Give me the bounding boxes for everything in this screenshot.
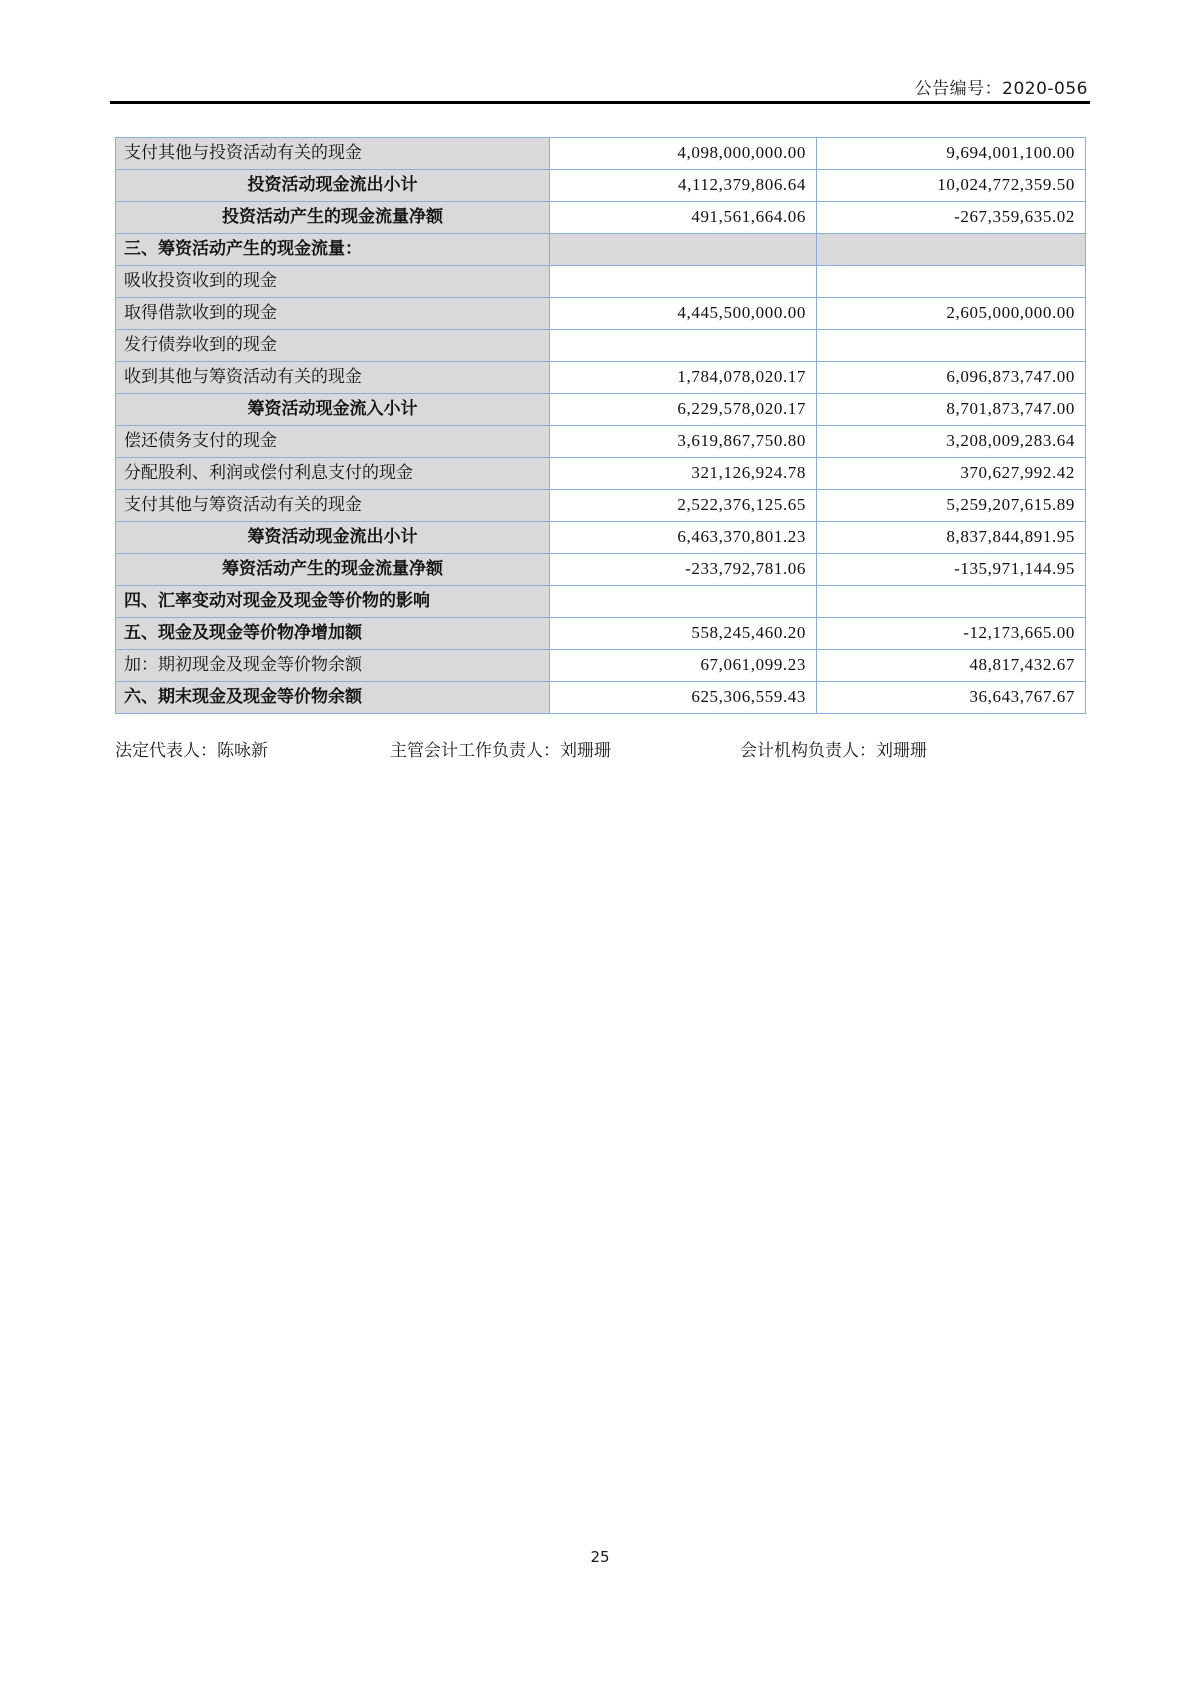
row-label: 筹资活动现金流入小计 [116, 394, 550, 426]
current-period-value [550, 330, 817, 362]
current-period-value: 1,784,078,020.17 [550, 362, 817, 394]
row-label: 支付其他与投资活动有关的现金 [116, 138, 550, 170]
table-row [116, 650, 1086, 682]
row-label: 四、汇率变动对现金及现金等价物的影响 [116, 586, 550, 618]
current-period-value: 2,522,376,125.65 [550, 490, 817, 522]
current-period-value: 6,229,578,020.17 [550, 394, 817, 426]
prior-period-value: 9,694,001,100.00 [817, 138, 1086, 170]
row-label: 分配股利、利润或偿付利息支付的现金 [116, 458, 550, 490]
prior-period-value: 3,208,009,283.64 [817, 426, 1086, 458]
prior-period-value: 5,259,207,615.89 [817, 490, 1086, 522]
table-row-subtotal [116, 170, 1086, 202]
row-label: 投资活动产生的现金流量净额 [116, 202, 550, 234]
announcement-number: 公告编号：2020-056 [914, 79, 1088, 99]
signature-legal-representative: 法定代表人：陈咏新 [115, 741, 268, 761]
prior-period-value [817, 234, 1086, 266]
page-number: 25 [590, 1548, 610, 1566]
current-period-value: 6,463,370,801.23 [550, 522, 817, 554]
row-label: 吸收投资收到的现金 [116, 266, 550, 298]
prior-period-value: 370,627,992.42 [817, 458, 1086, 490]
table-row-subtotal [116, 394, 1086, 426]
current-period-value: 4,112,379,806.64 [550, 170, 817, 202]
prior-period-value: 10,024,772,359.50 [817, 170, 1086, 202]
row-label: 投资活动现金流出小计 [116, 170, 550, 202]
table-row [116, 362, 1086, 394]
row-label: 六、期末现金及现金等价物余额 [116, 682, 550, 714]
table-row [116, 490, 1086, 522]
current-period-value: 321,126,924.78 [550, 458, 817, 490]
prior-period-value: 2,605,000,000.00 [817, 298, 1086, 330]
header-divider [110, 101, 1090, 104]
prior-period-value: -12,173,665.00 [817, 618, 1086, 650]
row-label: 发行债券收到的现金 [116, 330, 550, 362]
prior-period-value: 36,643,767.67 [817, 682, 1086, 714]
table-row [116, 266, 1086, 298]
row-label: 偿还债务支付的现金 [116, 426, 550, 458]
row-label: 五、现金及现金等价物净增加额 [116, 618, 550, 650]
current-period-value: 4,445,500,000.00 [550, 298, 817, 330]
table-row-subtotal [116, 202, 1086, 234]
prior-period-value: 8,701,873,747.00 [817, 394, 1086, 426]
current-period-value [550, 586, 817, 618]
table-row-subtotal [116, 554, 1086, 586]
table-row [116, 330, 1086, 362]
prior-period-value [817, 586, 1086, 618]
prior-period-value: 8,837,844,891.95 [817, 522, 1086, 554]
table-row-subtotal [116, 522, 1086, 554]
prior-period-value: -267,359,635.02 [817, 202, 1086, 234]
table-row-section [116, 586, 1086, 618]
table-row [116, 426, 1086, 458]
cash-flow-table [115, 137, 1086, 714]
current-period-value: 491,561,664.06 [550, 202, 817, 234]
row-label: 筹资活动产生的现金流量净额 [116, 554, 550, 586]
prior-period-value: -135,971,144.95 [817, 554, 1086, 586]
table-row [116, 458, 1086, 490]
table-row [116, 298, 1086, 330]
row-label: 筹资活动现金流出小计 [116, 522, 550, 554]
current-period-value: 625,306,559.43 [550, 682, 817, 714]
row-label: 三、筹资活动产生的现金流量： [116, 234, 550, 266]
row-label: 收到其他与筹资活动有关的现金 [116, 362, 550, 394]
signature-accounting-department-head: 会计机构负责人：刘珊珊 [740, 741, 927, 761]
current-period-value: 4,098,000,000.00 [550, 138, 817, 170]
signature-chief-accounting-officer: 主管会计工作负责人：刘珊珊 [390, 741, 611, 761]
current-period-value [550, 266, 817, 298]
current-period-value: 67,061,099.23 [550, 650, 817, 682]
row-label: 取得借款收到的现金 [116, 298, 550, 330]
prior-period-value [817, 266, 1086, 298]
table-row-section [116, 234, 1086, 266]
prior-period-value: 48,817,432.67 [817, 650, 1086, 682]
row-label: 支付其他与筹资活动有关的现金 [116, 490, 550, 522]
prior-period-value [817, 330, 1086, 362]
row-label: 加：期初现金及现金等价物余额 [116, 650, 550, 682]
current-period-value: 3,619,867,750.80 [550, 426, 817, 458]
table-row [116, 138, 1086, 170]
prior-period-value: 6,096,873,747.00 [817, 362, 1086, 394]
table-row-section [116, 682, 1086, 714]
current-period-value: -233,792,781.06 [550, 554, 817, 586]
current-period-value: 558,245,460.20 [550, 618, 817, 650]
current-period-value [550, 234, 817, 266]
table-row-section [116, 618, 1086, 650]
